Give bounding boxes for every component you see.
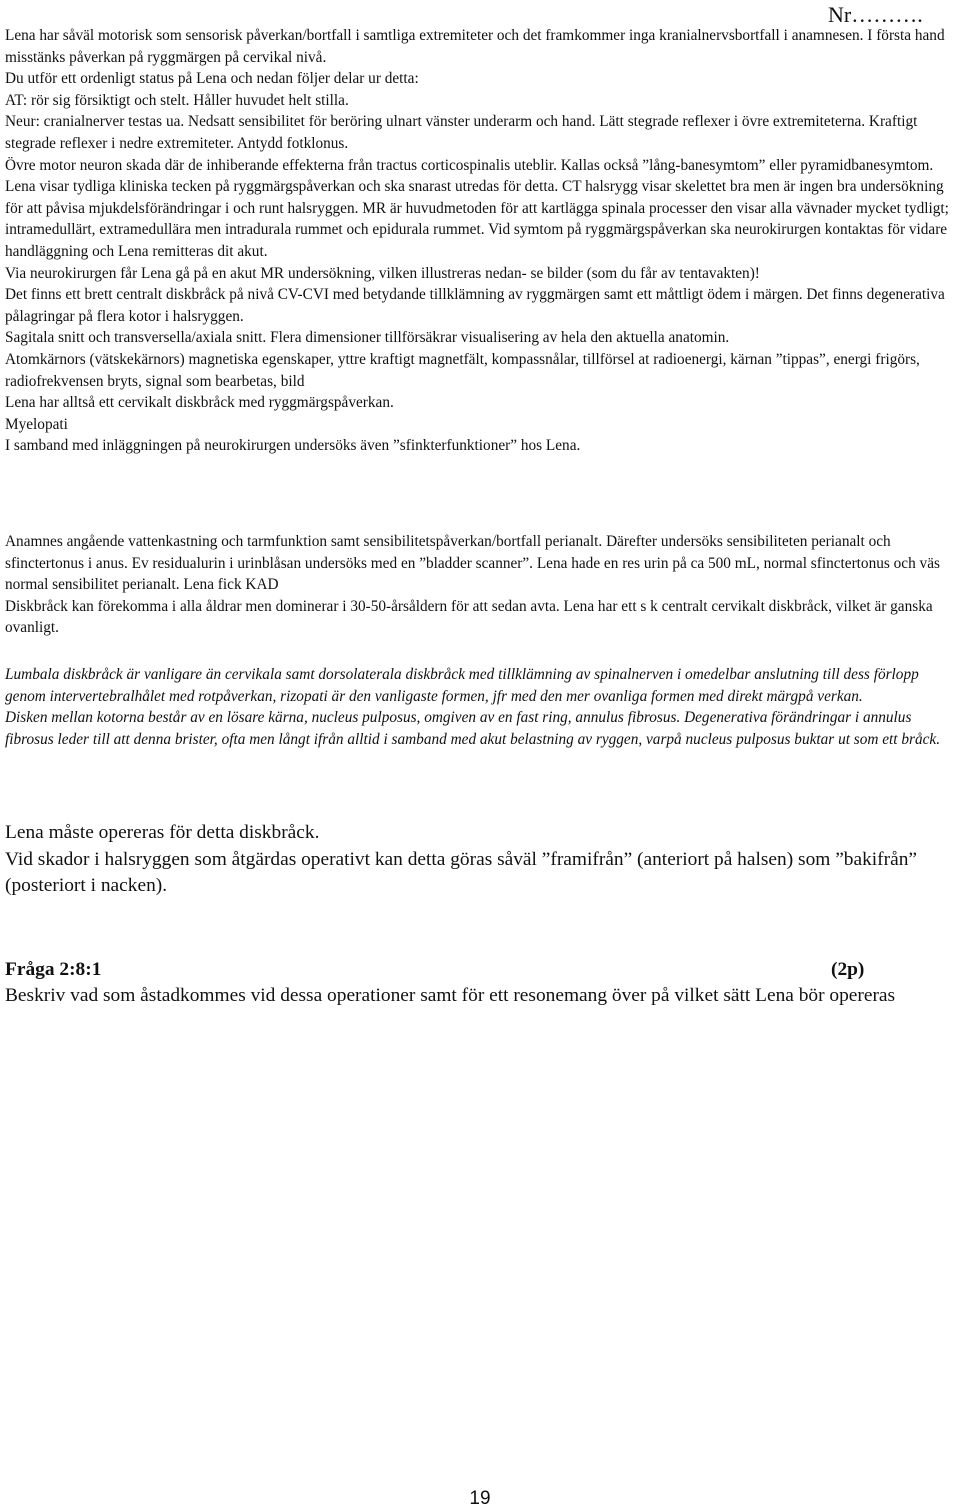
paragraph: Lena har alltså ett cervikalt diskbråck med ryggmärgspåverkan.: [5, 394, 394, 412]
page-number: 19: [469, 1488, 491, 1509]
paragraph: Lumbala diskbråck är vanligare än cervikala samt dorsolaterala diskbråck med tillklämning av spinalnerven i omedelbar anslutning till dess förlopp genom intervertebralhålet med rotpåverkan, rizopati är den vanligaste formen, jfr med den mer ovanliga formen med direkt märgpå verkan.: [5, 666, 919, 705]
paragraph: Vid skador i halsryggen som åtgärdas operativt kan detta göras såväl ”framifrån” (anteriort på halsen) som ”bakifrån” (posteriort i nacken).: [5, 848, 918, 896]
surgery-section: [5, 820, 957, 900]
paragraph: AT: rör sig försiktigt och stelt. Håller huvudet helt stilla.: [5, 91, 349, 109]
question-heading: [5, 957, 957, 983]
case-description: [5, 25, 957, 457]
paragraph: Diskbråck kan förekomma i alla åldrar men dominerar i 30-50-årsåldern för att sedan avta. Lena har ett s k centralt cervikalt diskbråck, vilket är ganska ovanligt.: [5, 597, 933, 637]
paragraph: Anamnes angående vattenkastning och tarmfunktion samt sensibilitetspåverkan/bortfall perianalt. Därefter undersöks sensibiliteten perianalt och sfinctertonus i anus. Ev residualurin i urinblåsan undersöks med en ”bladder scanner”. Lena hade en res urin på ca 500 mL, normal sfinctertonus och väs normal sensibilitet perianalt. Lena fick KAD: [5, 533, 940, 594]
paragraph: Neur: cranialnerver testas ua. Nedsatt sensibilitet för beröring ulnart vänster underarm och hand. Lätt stegrade reflexer i övre extremiteterna. Kraftigt stegrade reflexer i nedre extremiteter. Antydd fotklonus.: [5, 113, 918, 152]
paragraph: Du utför ett ordenligt status på Lena och nedan följer delar ur detta:: [5, 70, 419, 88]
paragraph: Lena visar tydliga kliniska tecken på ryggmärgspåverkan och ska snarast utredas för detta. CT halsrygg visar skelettet bra men är ingen bra undersökning för att påvisa mjukdelsförändringar i och runt halsryggen. MR är huvudmetoden för att kartlägga spinala processer den visar alla vävnader mycket tydligt; intramedullärt, extramedullära men intradurala rummet och epidurala rummet. Vid symtom på ryggmärgspåverkan ska neurokirurgen kontaktas för vidare handläggning och Lena remitteras dit akut.: [5, 178, 949, 260]
question-text: Beskriv vad som åstadkommes vid dessa operationer samt för ett resonemang över på vilket sätt Lena bör opereras: [5, 985, 896, 1006]
paragraph: Disken mellan kotorna består av en lösare kärna, nucleus pulposus, omgiven av en fast ring, annulus fibrosus. Degenerativa förändringar i annulus fibrosus leder till att denna brister, ofta men långt ifrån alltid i samband med akut belastning av ryggen, varpå nucleus pulposus buktar ut som ett bråck.: [5, 709, 941, 748]
paragraph: Övre motor neuron skada där de inhiberande effekterna från tractus corticospinalis uteblir. Kallas också ”lång-banesymtom” eller pyramidbanesymtom.: [5, 156, 934, 174]
question-points: (2p): [831, 959, 865, 980]
paragraph: Lena har såväl motorisk som sensorisk påverkan/bortfall i samtliga extremiteter och det framkommer inga kranialnervsbortfall i anamnesen. I första hand misstänks påverkan på ryggmärgen på cervikal nivå.: [5, 27, 945, 66]
italic-section: [5, 664, 957, 750]
paragraph: Atomkärnors (vätskekärnors) magnetiska egenskaper, yttre kraftigt magnetfält, kompassnålar, tillförsel at radioenergi, kärnan ”tippas”, energi frigörs, radiofrekvensen bryts, signal som bearbetas, bild: [5, 350, 920, 390]
paragraph: Det finns ett brett centralt diskbråck på nivå CV-CVI med betydande tillklämning av ryggmärgen samt ett måttligt ödem i märgen. Det finns degenerativa pålagringar på flera kotor i halsryggen.: [5, 286, 945, 325]
paragraph: I samband med inläggningen på neurokirurgen undersöks även ”sfinkterfunktioner” hos Lena.: [5, 437, 581, 455]
paragraph: Lena måste opereras för detta diskbråck.: [5, 822, 320, 843]
paragraph: Via neurokirurgen får Lena gå på en akut MR undersökning, vilken illustreras nedan- se bilder (som du får av tentavakten)!: [5, 264, 760, 282]
followup-section: [5, 531, 957, 639]
paragraph: Myelopati: [5, 415, 68, 433]
exam-number-label: Nr……….: [828, 2, 923, 27]
question-label: Fråga 2:8:1: [5, 959, 102, 980]
paragraph: Sagitala snitt och transversella/axiala snitt. Flera dimensioner tillförsäkrar visualisering av hela den aktuella anatomin.: [5, 329, 730, 347]
